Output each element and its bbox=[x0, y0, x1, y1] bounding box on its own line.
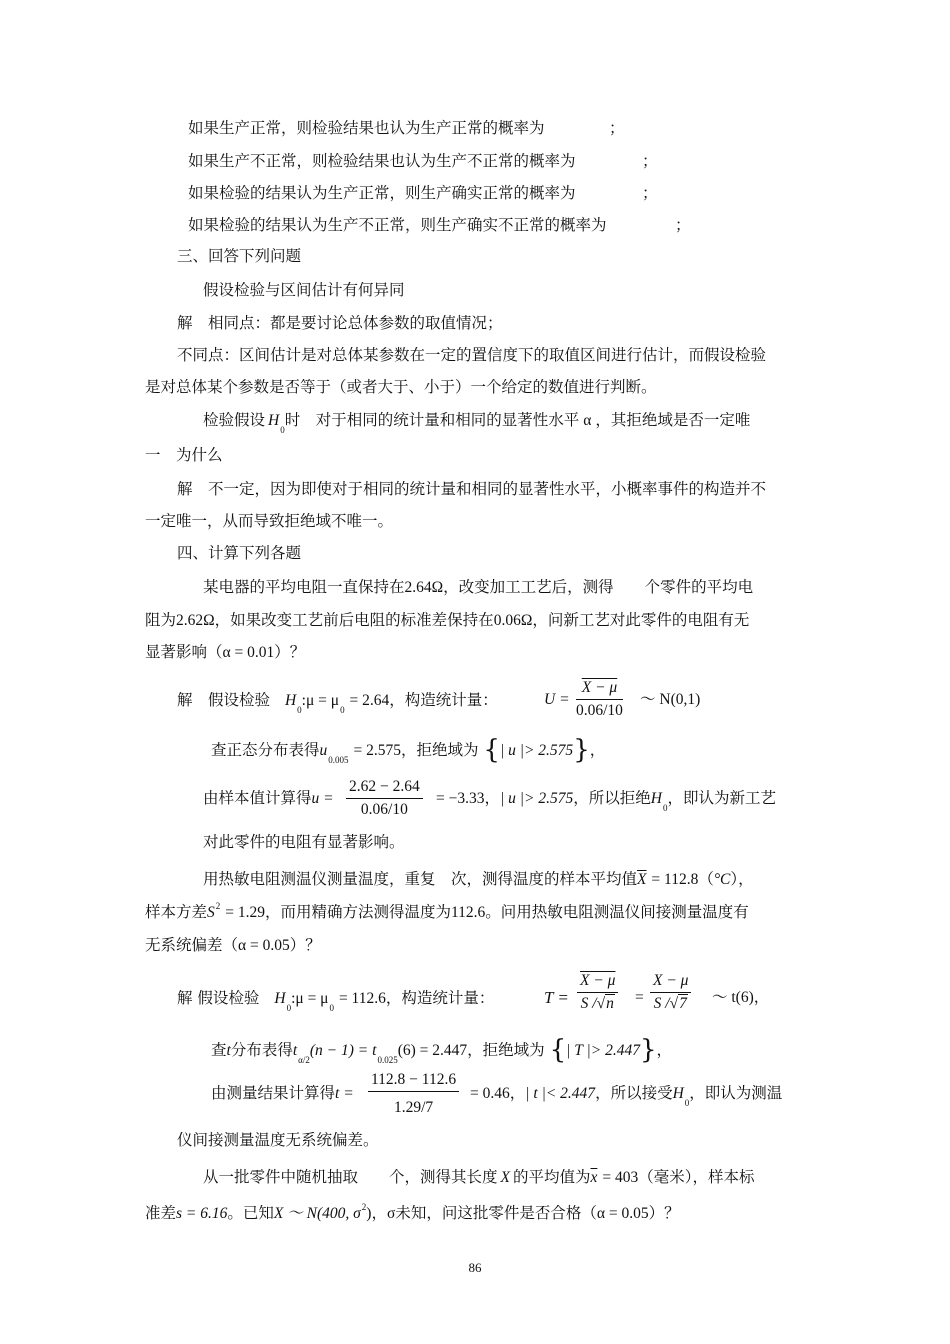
text: 由样本值计算得 bbox=[203, 789, 312, 807]
math: X − μ bbox=[581, 679, 618, 696]
math: 0 bbox=[286, 1003, 292, 1013]
text: 阻为 bbox=[145, 611, 177, 629]
math: u = bbox=[311, 790, 334, 807]
text-line bbox=[675, 215, 691, 235]
text: 如果检验的结果认为生产不正常，则生产确实不正常的概率为 bbox=[188, 216, 607, 234]
math: :μ = μ bbox=[301, 692, 340, 709]
math: = bbox=[635, 989, 644, 1006]
math: S / bbox=[653, 995, 670, 1012]
text: 一 为什么 bbox=[145, 446, 223, 464]
text-line bbox=[642, 183, 658, 203]
text: 如果检验的结果认为生产正常，则生产确实正常的概率为 bbox=[188, 184, 576, 202]
math: $\overline{X}$ bbox=[637, 871, 647, 888]
math: α = 0.01 bbox=[222, 644, 275, 661]
denominator: 0.06/10 bbox=[576, 702, 623, 719]
text: 是对总体某个参数是否等于（或者大于、小于）一个给定的数值进行判断。 bbox=[145, 378, 657, 396]
text: ； bbox=[642, 184, 658, 202]
text: 由测量结果计算得 bbox=[211, 1084, 336, 1102]
text: 。问用热敏电阻测温仪间接测量温度有 bbox=[485, 903, 749, 921]
text: ，即认为新工艺 bbox=[667, 789, 776, 807]
text: ，其拒绝域是否一定唯 bbox=[595, 411, 751, 429]
fraction bbox=[650, 971, 691, 1014]
math: U = bbox=[544, 691, 570, 708]
math: 0 bbox=[329, 1003, 334, 1013]
text: 如果生产不正常，则检验结果也认为生产不正常的概率为 bbox=[188, 152, 576, 170]
math: n bbox=[606, 995, 614, 1012]
math: | u |> 2.575 bbox=[499, 742, 574, 759]
text: ，而用精确方法测得温度为 bbox=[264, 903, 451, 921]
text-line bbox=[188, 118, 545, 138]
question bbox=[203, 410, 751, 435]
math: = 112.8 bbox=[651, 871, 699, 888]
math: t bbox=[292, 1042, 298, 1059]
math: X − μ bbox=[580, 972, 616, 989]
math: H bbox=[268, 412, 280, 429]
math: (n − 1) = t bbox=[309, 1042, 377, 1059]
math: 112.6 bbox=[450, 904, 486, 921]
math: σ bbox=[386, 1205, 396, 1222]
solution-line bbox=[177, 690, 498, 715]
text: ）？ bbox=[648, 1204, 680, 1222]
text: 查正态分布表得 bbox=[211, 741, 320, 759]
brace-close: } bbox=[639, 1035, 657, 1065]
math: α = 0.05 bbox=[238, 937, 290, 954]
math: | T |> 2.447 bbox=[566, 1042, 640, 1059]
math: t bbox=[226, 1042, 231, 1059]
math: = 0.46 bbox=[470, 1085, 510, 1102]
text: ，改变加工工艺后，测得 个零件的平均电 bbox=[443, 578, 754, 596]
math: H bbox=[284, 692, 297, 709]
text: ，拒绝域为 bbox=[467, 1041, 545, 1059]
math: 0 bbox=[280, 425, 285, 435]
math: 0 bbox=[662, 803, 668, 813]
denominator bbox=[577, 993, 618, 1014]
text: 不同点：区间估计是对总体某参数在一定的置信度下的取值区间进行估计，而假设检验 bbox=[177, 346, 767, 364]
math bbox=[712, 988, 769, 1008]
section-heading bbox=[177, 543, 301, 563]
math: ) bbox=[366, 1205, 372, 1222]
solution-line: 查t分布表得$t_{\alpha/2}(n - 1) = t_{0.025}(6) = 2.447$，拒绝域为 {| T |> 2.447}， bbox=[211, 1035, 673, 1065]
problem bbox=[203, 577, 753, 598]
problem bbox=[145, 610, 749, 631]
math: S bbox=[207, 904, 215, 921]
text: ，所以接受 bbox=[595, 1084, 673, 1102]
math: 0 bbox=[684, 1098, 690, 1108]
problem bbox=[145, 902, 749, 924]
denominator: 1.29/7 bbox=[393, 1099, 434, 1116]
text: ）， bbox=[730, 870, 754, 888]
math: | u |> 2.575 bbox=[500, 790, 574, 807]
denominator bbox=[650, 993, 691, 1014]
math: α = 0.05 bbox=[596, 1205, 649, 1222]
text: 显著影响（ bbox=[145, 643, 223, 661]
fraction bbox=[346, 777, 423, 820]
text: 分布表得 bbox=[230, 1041, 293, 1059]
math: 7 bbox=[679, 995, 687, 1012]
numerator: 112.8 − 112.6 bbox=[368, 1070, 459, 1092]
math: α/2 bbox=[298, 1055, 310, 1065]
solution-line bbox=[203, 832, 405, 852]
brace-open: { bbox=[549, 1035, 567, 1065]
text: ）？ bbox=[274, 643, 306, 661]
brace-close: } bbox=[573, 735, 590, 765]
text: 用热敏电阻测温仪测量温度，重复 次，测得温度的样本平均值 bbox=[203, 870, 638, 888]
math: :μ = μ bbox=[291, 990, 329, 1007]
solution-line bbox=[177, 988, 495, 1013]
answer bbox=[177, 313, 503, 333]
fraction bbox=[576, 678, 623, 721]
text-line bbox=[188, 215, 607, 235]
math: s = 6.16 bbox=[176, 1205, 228, 1222]
text: 从一批零件中随机抽取 个，测得其长度 bbox=[203, 1168, 498, 1186]
text: 解 不一定，因为即使对于相同的统计量和相同的显著性水平，小概率事件的构造并不 bbox=[177, 480, 767, 498]
problem bbox=[145, 642, 305, 663]
math: | t |< 2.447 bbox=[525, 1085, 596, 1102]
math: = 112.6 bbox=[338, 990, 386, 1007]
math bbox=[544, 988, 569, 1008]
math: H bbox=[672, 1085, 684, 1102]
text: ； bbox=[609, 119, 625, 137]
text: 检验假设 bbox=[203, 411, 266, 429]
sqrt-icon: √n bbox=[596, 995, 614, 1012]
math: X bbox=[500, 1169, 510, 1186]
text: 查 bbox=[211, 1041, 227, 1059]
math bbox=[640, 690, 700, 710]
solution-line: 查正态分布表得$u_{0.005} = 2.575$，拒绝域为 {| u |> 2.575}， bbox=[211, 735, 606, 765]
math: (6) = 2.447 bbox=[397, 1042, 468, 1059]
section-heading bbox=[177, 246, 301, 266]
math: °C bbox=[713, 871, 731, 888]
solution-line: = 0.46，| t |< 2.447，所以接受$H_0$，即认为测温 bbox=[470, 1084, 783, 1108]
denominator: 0.06/10 bbox=[360, 801, 408, 818]
math: = 403 bbox=[602, 1169, 639, 1186]
math: 2 bbox=[361, 1202, 367, 1212]
problem bbox=[145, 1203, 680, 1225]
text: ，问新工艺对此零件的电阻有无 bbox=[532, 611, 750, 629]
text: ，构造统计量： bbox=[385, 989, 495, 1007]
text: ， bbox=[371, 1204, 387, 1222]
numerator bbox=[577, 971, 618, 993]
solution-line bbox=[203, 788, 334, 809]
text-line bbox=[609, 118, 625, 138]
math: 2 bbox=[215, 901, 221, 911]
text: 某电器的平均电阻一直保持在 bbox=[203, 578, 405, 596]
math bbox=[544, 690, 570, 710]
math: t = bbox=[335, 1085, 354, 1102]
text: ）？ bbox=[289, 936, 321, 954]
text: 的平均值为 bbox=[512, 1168, 591, 1186]
text: 四、计算下列各题 bbox=[177, 544, 302, 562]
math: ～ N(0,1) bbox=[640, 691, 701, 708]
page-number: 86 bbox=[468, 1260, 482, 1275]
math: = 2.575 bbox=[353, 742, 401, 759]
text: 未知，问这批零件是否合格（ bbox=[395, 1204, 597, 1222]
text: 时 对于相同的统计量和相同的显著性水平 bbox=[284, 411, 580, 429]
math: 0.005 bbox=[328, 755, 349, 765]
question bbox=[203, 280, 405, 300]
text: ，所以拒绝 bbox=[573, 789, 651, 807]
answer bbox=[177, 479, 766, 499]
math: 2.64Ω bbox=[404, 579, 444, 596]
math: = 2.64 bbox=[349, 692, 390, 709]
text: 对此零件的电阻有显著影响。 bbox=[203, 833, 405, 851]
text: 如果生产正常，则检验结果也认为生产正常的概率为 bbox=[188, 119, 545, 137]
math: T = bbox=[544, 988, 569, 1007]
text: ， bbox=[753, 989, 770, 1006]
question bbox=[145, 445, 223, 465]
math: S / bbox=[580, 995, 597, 1012]
math: 0.025 bbox=[377, 1055, 398, 1065]
math: $\overline{x}$ bbox=[590, 1169, 598, 1186]
text: 仪间接测量温度无系统偏差。 bbox=[177, 1131, 379, 1149]
text: 解 假设检验 bbox=[177, 989, 260, 1007]
problem bbox=[145, 935, 321, 956]
math: = −3.33 bbox=[436, 790, 485, 807]
math: ～ t(6) bbox=[712, 989, 754, 1006]
math: 0.06Ω bbox=[493, 612, 533, 629]
text: 解 相同点：都是要讨论总体参数的取值情况； bbox=[177, 314, 503, 332]
text: 样本方差 bbox=[145, 903, 208, 921]
solution-line bbox=[211, 1083, 354, 1104]
text: 三、回答下列问题 bbox=[177, 247, 302, 265]
sqrt-icon: √7 bbox=[669, 995, 687, 1012]
numerator: X − μ bbox=[650, 971, 691, 993]
math: H bbox=[650, 790, 662, 807]
text: 一定唯一，从而导致拒绝域不唯一。 bbox=[145, 512, 394, 530]
text: ，构造统计量： bbox=[389, 691, 498, 709]
answer bbox=[177, 345, 766, 365]
text: 无系统偏差（ bbox=[145, 936, 239, 954]
text: ，即认为测温 bbox=[689, 1084, 783, 1102]
math: H bbox=[274, 990, 286, 1007]
text: 。已知 bbox=[227, 1204, 274, 1222]
text-line bbox=[188, 151, 576, 171]
text: 解 假设检验 bbox=[177, 691, 271, 709]
fraction bbox=[368, 1070, 459, 1118]
answer bbox=[145, 511, 393, 531]
brace-open: { bbox=[483, 735, 500, 765]
text-line bbox=[188, 183, 576, 203]
text-line bbox=[642, 151, 658, 171]
text: ； bbox=[642, 152, 658, 170]
math bbox=[635, 988, 644, 1008]
numerator: 2.62 − 2.64 bbox=[346, 777, 423, 799]
math: α bbox=[583, 412, 592, 429]
math: 0 bbox=[340, 705, 345, 715]
text: 准差 bbox=[145, 1204, 177, 1222]
numerator bbox=[576, 678, 623, 700]
text: ，如果改变工艺前后电阻的标准差保持在 bbox=[214, 611, 494, 629]
text: 假设检验与区间估计有何异同 bbox=[203, 281, 405, 299]
text: ，拒绝域为 bbox=[400, 741, 479, 759]
fraction bbox=[577, 971, 618, 1014]
solution-line bbox=[177, 1130, 379, 1150]
text: （ bbox=[698, 870, 714, 888]
solution-line: = −3.33，| u |> 2.575，所以拒绝$H_0$，即认为新工艺 bbox=[436, 789, 776, 813]
math: X ～ N(400, σ bbox=[273, 1205, 361, 1222]
math: u bbox=[319, 742, 328, 759]
math: = 1.29 bbox=[225, 904, 265, 921]
math: 2.62Ω bbox=[176, 612, 215, 629]
answer bbox=[145, 377, 657, 397]
math: 0 bbox=[297, 705, 302, 715]
text: （毫米），样本标 bbox=[638, 1168, 755, 1186]
problem bbox=[203, 1167, 754, 1188]
problem bbox=[203, 869, 754, 890]
text: ； bbox=[675, 216, 691, 234]
